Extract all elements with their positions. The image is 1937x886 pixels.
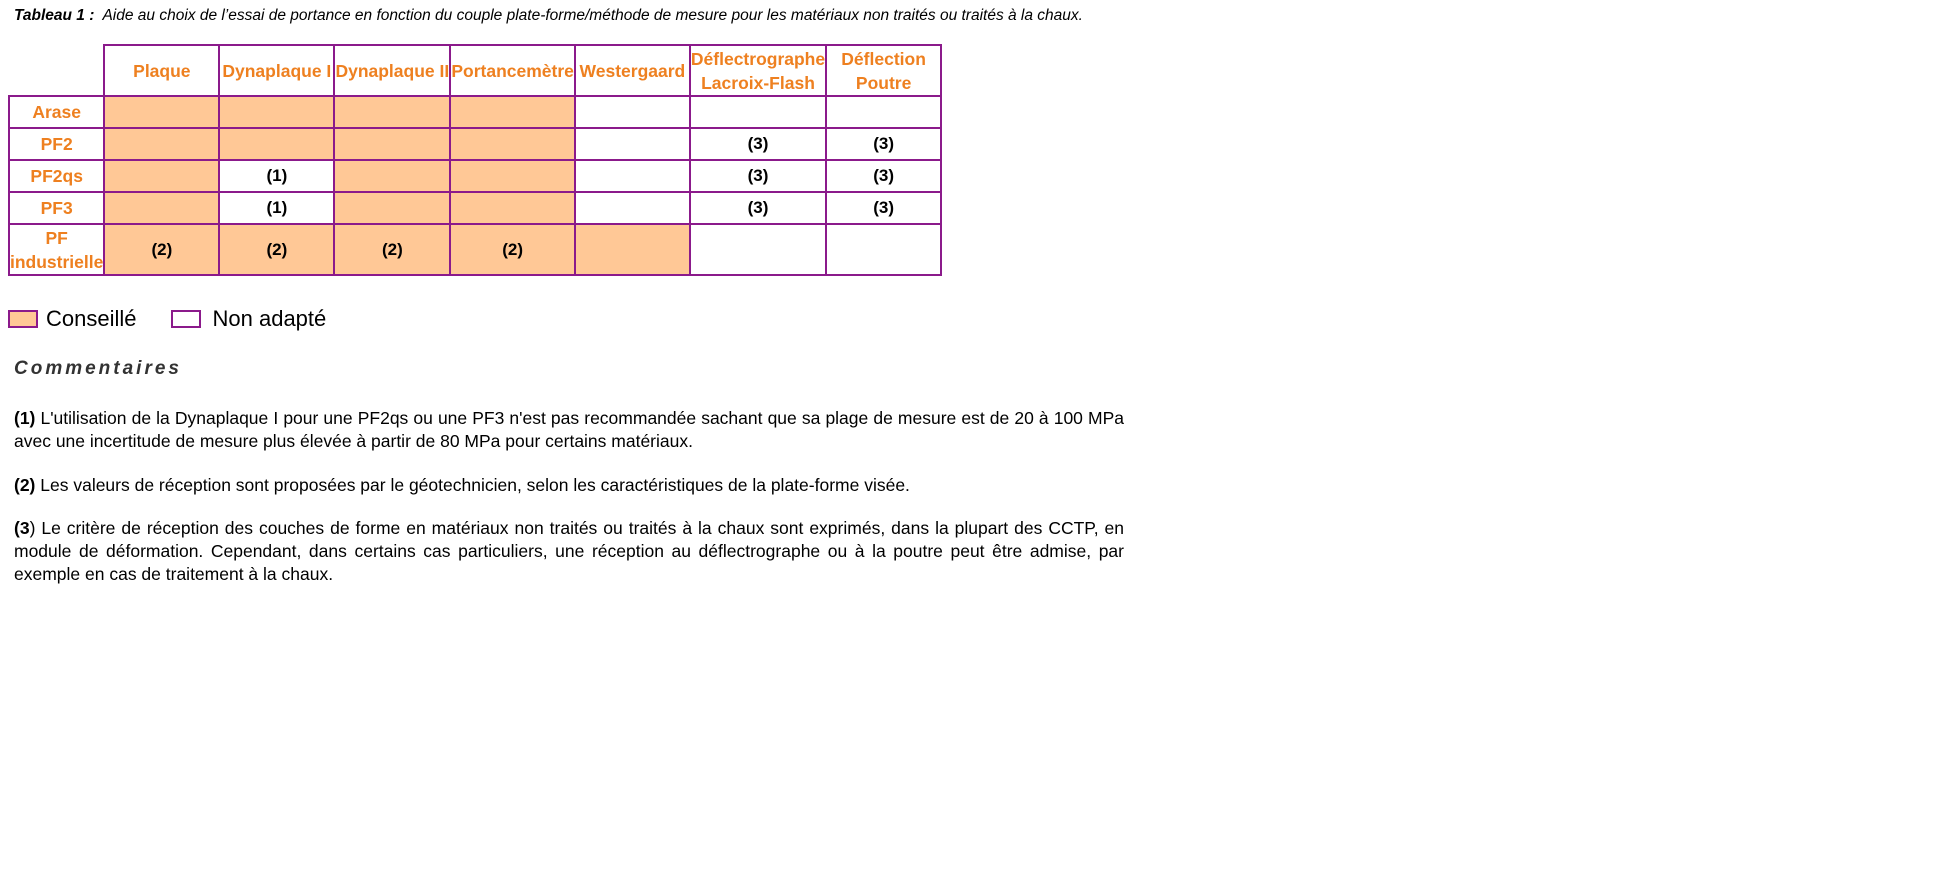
table-cell: (3) xyxy=(690,192,826,224)
table-cell xyxy=(575,96,690,128)
table-row xyxy=(9,128,941,160)
table-cell: (3) xyxy=(826,160,941,192)
column-header: Plaque xyxy=(104,45,219,96)
note-text: L'utilisation de la Dynaplaque I pour une PF2qs ou une PF3 n'est pas recommandée sachant que sa plage de mesure est de 20 à 100 MPa avec une incertitude de mesure plus élevée à partir de 80 MPa pour certains matériaux. xyxy=(14,408,1124,451)
row-header: PF2qs xyxy=(9,160,104,192)
table-cell xyxy=(334,96,450,128)
table-cell xyxy=(575,224,690,275)
test-selection-table xyxy=(8,44,942,276)
table-row xyxy=(9,160,941,192)
table-cell: (3) xyxy=(826,128,941,160)
table-cell: (1) xyxy=(219,192,334,224)
table-cell xyxy=(690,96,826,128)
table-corner xyxy=(9,45,104,96)
column-header: Dynaplaque II xyxy=(334,45,450,96)
note-text: ) Le critère de réception des couches de forme en matériaux non traités ou traités à la chaux sont exprimés, dans la plupart des CCTP, en module de déformation. Cependant, dans certains cas particuliers, une réception au déflectrographe ou à la poutre peut être admise, par exemple en cas de traitement à la chaux. xyxy=(14,518,1124,584)
comment-note xyxy=(14,474,1124,497)
comment-note xyxy=(14,517,1124,586)
table-cell xyxy=(690,224,826,275)
table-caption xyxy=(14,6,1114,26)
table-cell xyxy=(450,160,575,192)
column-header: Westergaard xyxy=(575,45,690,96)
table-cell xyxy=(575,160,690,192)
note-text: Les valeurs de réception sont proposées par le géotechnicien, selon les caractéristiques de la plate-forme visée. xyxy=(35,475,910,495)
row-header: Arase xyxy=(9,96,104,128)
caption-label: Tableau 1 : xyxy=(14,7,95,24)
table-cell xyxy=(219,128,334,160)
table-cell xyxy=(104,96,219,128)
table-cell xyxy=(334,128,450,160)
table-row xyxy=(9,224,941,275)
table-cell: (1) xyxy=(219,160,334,192)
table-cell xyxy=(575,128,690,160)
column-header: Déflection Poutre xyxy=(826,45,941,96)
legend xyxy=(8,305,326,333)
legend-label-non-adapte: Non adapté xyxy=(212,306,327,331)
note-marker: (3 xyxy=(14,518,30,538)
legend-swatch-conseille xyxy=(8,310,38,328)
table-cell: (2) xyxy=(104,224,219,275)
note-marker: (2) xyxy=(14,475,36,495)
table-cell xyxy=(104,192,219,224)
table-cell: (2) xyxy=(334,224,450,275)
table-cell xyxy=(219,96,334,128)
table-cell: (2) xyxy=(219,224,334,275)
column-header: Dynaplaque I xyxy=(219,45,334,96)
table-cell xyxy=(450,192,575,224)
table-cell: (3) xyxy=(690,128,826,160)
table-cell xyxy=(334,192,450,224)
table-cell xyxy=(826,96,941,128)
table-cell xyxy=(450,128,575,160)
table-cell xyxy=(575,192,690,224)
table-cell: (3) xyxy=(690,160,826,192)
table-row xyxy=(9,96,941,128)
table-cell xyxy=(450,96,575,128)
table-cell xyxy=(104,128,219,160)
table-cell xyxy=(104,160,219,192)
row-header: PF2 xyxy=(9,128,104,160)
comments-title: Commentaires xyxy=(14,358,182,379)
row-header: PF industrielle xyxy=(9,224,104,275)
table-cell: (2) xyxy=(450,224,575,275)
column-header: Déflectrographe Lacroix-Flash xyxy=(690,45,826,96)
table-cell: (3) xyxy=(826,192,941,224)
caption-text: Aide au choix de l’essai de portance en fonction du couple plate-forme/méthode de mesure pour les matériaux non traités ou traités à la chaux. xyxy=(102,7,1083,24)
legend-label-conseille: Conseillé xyxy=(46,306,137,331)
column-header: Portancemètre xyxy=(450,45,575,96)
table-row xyxy=(9,192,941,224)
note-marker: (1) xyxy=(14,408,36,428)
row-header: PF3 xyxy=(9,192,104,224)
table-cell xyxy=(334,160,450,192)
comment-note xyxy=(14,407,1124,453)
legend-swatch-non-adapte xyxy=(171,310,201,328)
table-header-row xyxy=(9,45,941,96)
table-cell xyxy=(826,224,941,275)
